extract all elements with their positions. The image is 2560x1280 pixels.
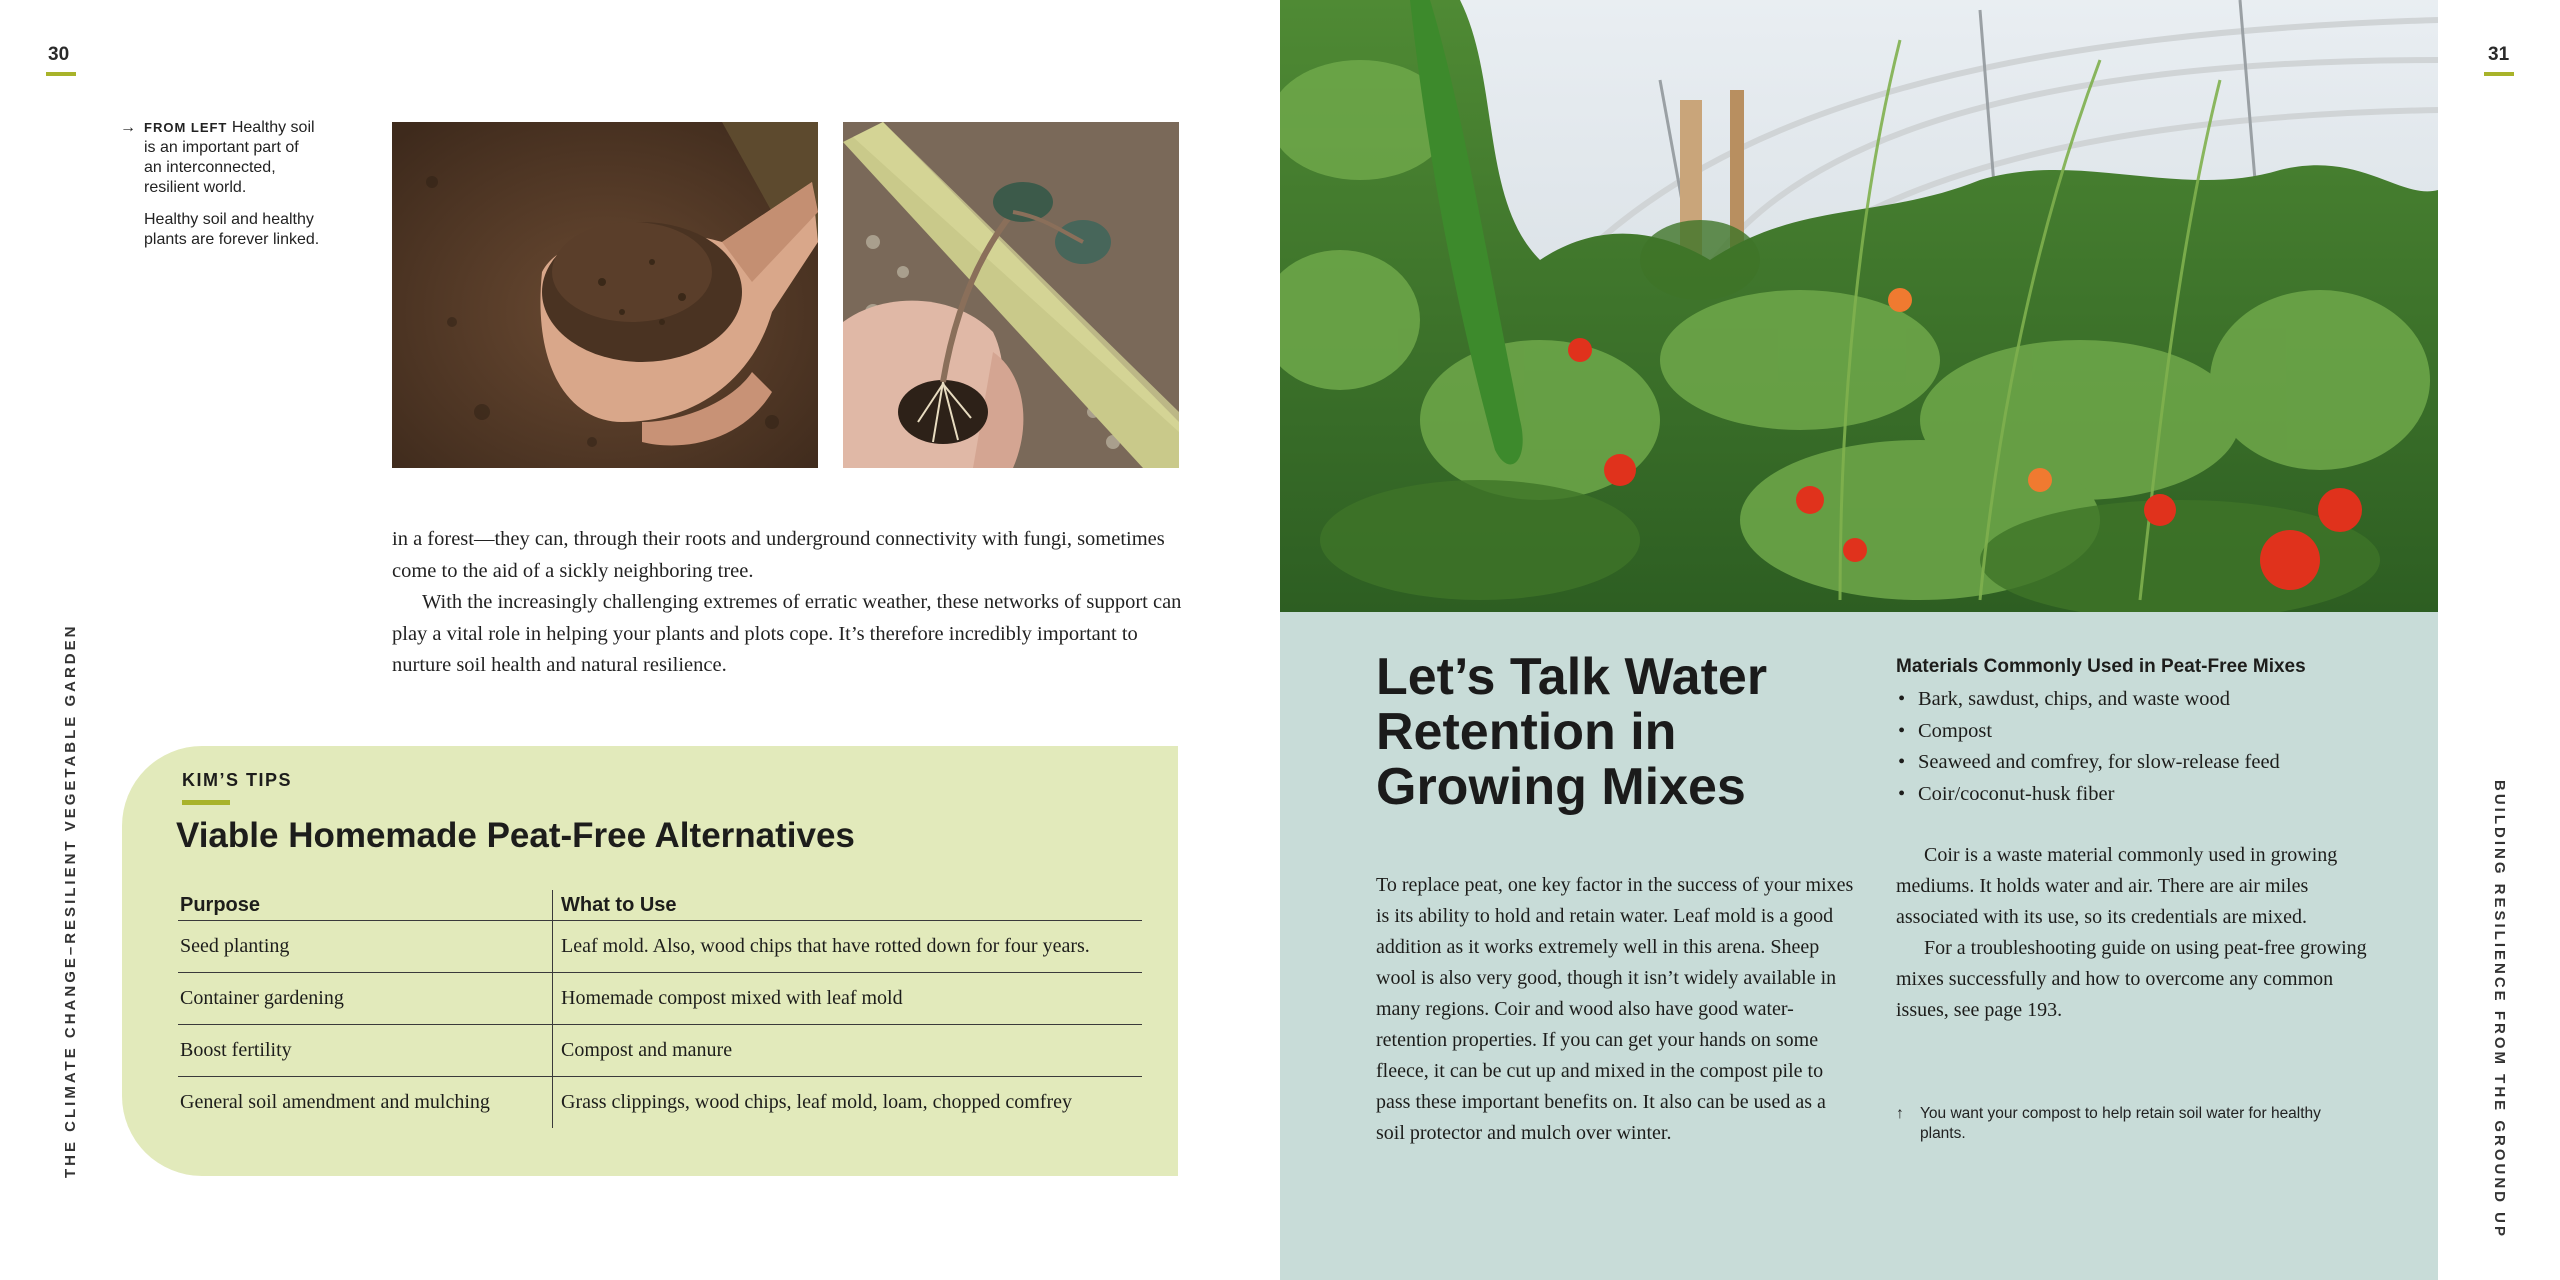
soil-hands-photo	[392, 122, 818, 468]
table-header-purpose: Purpose	[178, 890, 553, 921]
table-cell-what-to-use: Grass clippings, wood chips, leaf mold, loam, chopped comfrey	[561, 1091, 1072, 1113]
tips-title: Viable Homemade Peat-Free Alternatives	[176, 816, 855, 855]
photo-caption-left	[120, 118, 320, 262]
troubleshooting-paragraph: For a troubleshooting guide on using peat-free growing mixes successfully and how to overcome any common issues, see page 193.	[1896, 937, 2367, 1021]
body-text-left	[392, 524, 1192, 682]
tips-label-underline	[182, 800, 230, 805]
table-cell-purpose: General soil amendment and mulching	[178, 1077, 553, 1129]
tips-label: KIM’S TIPS	[182, 770, 293, 790]
list-item: • Bark, sawdust, chips, and waste wood	[1896, 684, 2280, 716]
caption-right-text: You want your compost to help retain soil water for healthy plants.	[1920, 1105, 2321, 1142]
page-number-right-underline	[2484, 72, 2514, 76]
table-row	[178, 973, 1142, 1025]
table-row	[178, 1077, 1142, 1129]
arrow-right-icon: →	[120, 119, 136, 136]
table-cell-what-to-use: Leaf mold. Also, wood chips that have rotted down for four years.	[553, 921, 1143, 973]
seedling-roots-photo	[843, 122, 1179, 468]
table-cell-what-to-use: Homemade compost mixed with leaf mold	[553, 973, 1143, 1025]
article-body-paragraph: To replace peat, one key factor in the success of your mixes is its ability to hold and retain water. Leaf mold is a good addition as it works extremely well in this arena. Sheep wool is also very good, though it isn’t widely available in many regions. Coir and wood also have good water-retention properties. If you can get your hands on some fleece, it can be cut up and mixed in the compost pile to pass these important benefits on. It also can be used as a soil protector and mulch over winter.	[1376, 874, 1854, 1144]
body-paragraph-1: in a forest—they can, through their roots and underground connectivity with fungi, sometimes come to the aid of a sickly neighboring tree.	[392, 528, 1165, 582]
greenhouse-photo	[1280, 0, 2438, 612]
arrow-up-icon: ↑	[1896, 1105, 1904, 1122]
materials-body	[1896, 840, 2378, 1026]
caption-second-text: Healthy soil and healthy plants are forever linked.	[144, 211, 320, 248]
coir-paragraph: Coir is a waste material commonly used in growing mediums. It holds water and air. There are air miles associated with its use, so its credentials are mixed.	[1896, 844, 2338, 928]
photo-caption-right	[1896, 1104, 2360, 1144]
materials-heading: Materials Commonly Used in Peat-Free Mixes	[1896, 656, 2306, 677]
table-row	[178, 921, 1142, 973]
kims-tips-box	[122, 746, 1178, 1176]
materials-list	[1896, 684, 2280, 810]
peat-free-alternatives-table	[178, 890, 1142, 1128]
running-head-left: THE CLIMATE CHANGE–RESILIENT VEGETABLE GARDEN	[62, 623, 79, 1178]
list-item: • Seaweed and comfrey, for slow-release feed	[1896, 747, 2280, 779]
table-header-row	[178, 890, 1142, 921]
table-cell-purpose: Seed planting	[178, 921, 553, 973]
caption-first-text: Healthy soil is an important part of an interconnected, resilient world.	[144, 119, 315, 196]
page-number-left-underline	[46, 72, 76, 76]
table-cell-purpose: Boost fertility	[178, 1025, 553, 1077]
article-body	[1376, 870, 1858, 1149]
list-item: • Coir/coconut-husk fiber	[1896, 779, 2280, 811]
page-number-left: 30	[48, 44, 70, 65]
page-number-right: 31	[2488, 44, 2510, 65]
running-head-right: BUILDING RESILIENCE FROM THE GROUND UP	[2491, 780, 2508, 1240]
caption-lead: FROM LEFT	[144, 120, 228, 135]
article-title: Let’s Talk Water Retention in Growing Mixes	[1376, 648, 1768, 816]
table-cell-purpose: Container gardening	[178, 973, 553, 1025]
list-item: • Compost	[1896, 716, 2280, 748]
table-cell-what-to-use: Compost and manure	[553, 1025, 1143, 1077]
table-header-what-to-use: What to Use	[553, 890, 1143, 921]
body-paragraph-2: With the increasingly challenging extremes of erratic weather, these networks of support can play a vital role in helping your plants and plots cope. It’s therefore incredibly important to nurture soil health and natural resilience.	[392, 591, 1182, 676]
table-row	[178, 1025, 1142, 1077]
